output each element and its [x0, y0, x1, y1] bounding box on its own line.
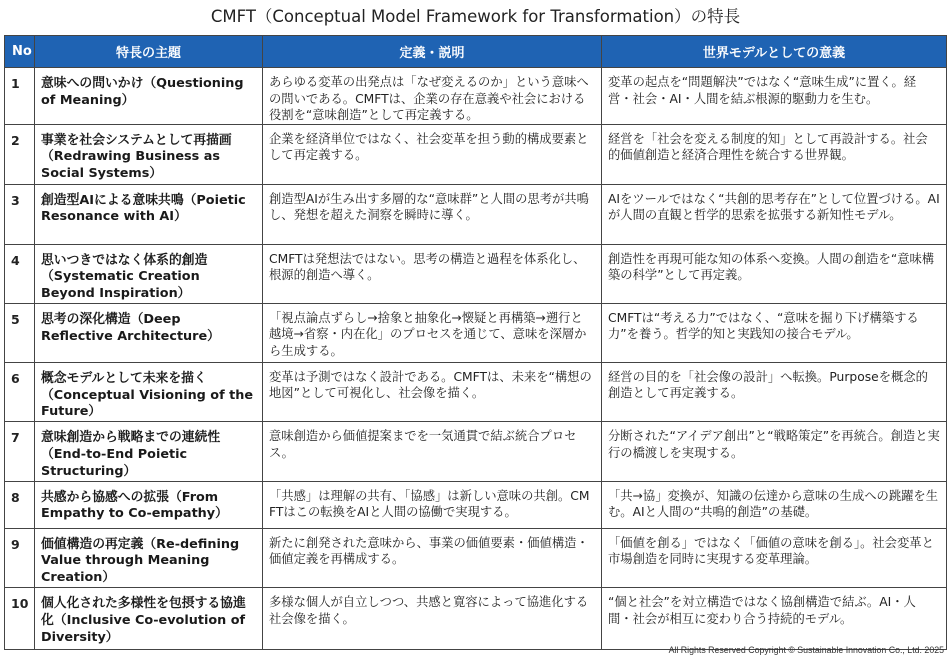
table-row [5, 528, 947, 587]
feature-definition: あらゆる変革の出発点は「なぜ変えるのか」という意味への問いである。CMFTは、企業の存在意義や社会における役割を“意味創造”として再定義する。 [263, 68, 602, 125]
row-number: 6 [5, 362, 35, 421]
feature-definition: 企業を経済単位ではなく、社会変革を担う動的構成要素として再定義する。 [263, 124, 602, 184]
header-theme: 特長の主題 [35, 36, 263, 68]
features-table [4, 35, 947, 650]
feature-definition: 「共感」は理解の共有、「協感」は新しい意味の共創。CMFTはこの転換をAIと人間の協働で実現する。 [263, 481, 602, 528]
world-model-significance: 創造性を再現可能な知の体系へ変換。人間の創造を“意味構築の科学”として再定義。 [602, 244, 947, 303]
feature-theme: 意味への問いかけ（Questioning of Meaning） [35, 68, 263, 125]
table-row [5, 244, 947, 303]
table-row [5, 588, 947, 650]
row-number: 9 [5, 528, 35, 587]
table-row [5, 68, 947, 125]
feature-theme: 価値構造の再定義（Re-defining Value through Meaning Creation） [35, 528, 263, 587]
copyright-notice: All Rights Reserved Copyright © Sustainable Innovation Co., Ltd. 2025 [668, 645, 944, 655]
feature-theme: 個人化された多様性を包摂する協進化（Inclusive Co-evolution of Diversity） [35, 588, 263, 650]
world-model-significance: “個と社会”を対立構造ではなく協創構造で結ぶ。AI・人間・社会が相互に変わり合う持続的モデル。 [602, 588, 947, 650]
row-number: 4 [5, 244, 35, 303]
feature-theme: 共感から協感への拡張（From Empathy to Co-empathy） [35, 481, 263, 528]
table-header [5, 36, 947, 68]
feature-definition: CMFTは発想法ではない。思考の構造と過程を体系化し、根源的創造へ導く。 [263, 244, 602, 303]
feature-definition: 意味創造から価値提案までを一気通貫で結ぶ統合プロセス。 [263, 422, 602, 481]
table-row [5, 124, 947, 184]
row-number: 5 [5, 303, 35, 362]
feature-theme: 創造型AIによる意味共鳴（Poietic Resonance with AI） [35, 184, 263, 244]
row-number: 2 [5, 124, 35, 184]
table-row [5, 184, 947, 244]
world-model-significance: 経営の目的を「社会像の設計」へ転換。Purposeを概念的創造として再定義する。 [602, 362, 947, 421]
row-number: 7 [5, 422, 35, 481]
header-definition: 定義・説明 [263, 36, 602, 68]
table-row [5, 481, 947, 528]
table-row [5, 422, 947, 481]
world-model-significance: 分断された“アイデア創出”と“戦略策定”を再統合。創造と実行の橋渡しを実現する。 [602, 422, 947, 481]
table-body [5, 68, 947, 650]
feature-definition: 「視点論点ずらし→捨象と抽象化→懐疑と再構築→遡行と越境→省察・内在化」のプロセスを通じて、意味を深層から生成する。 [263, 303, 602, 362]
feature-definition: 新たに創発された意味から、事業の価値要素・価値構造・価値定義を再構成する。 [263, 528, 602, 587]
world-model-significance: 「価値を創る」ではなく「価値の意味を創る」。社会変革と市場創造を同時に実現する変革理論。 [602, 528, 947, 587]
row-number: 10 [5, 588, 35, 650]
world-model-significance: 「共→協」変換が、知識の伝達から意味の生成への跳躍を生む。AIと人間の“共鳴的創造”の基礎。 [602, 481, 947, 528]
header-row [5, 36, 947, 68]
world-model-significance: AIをツールではなく“共創的思考存在”として位置づける。AIが人間の直観と哲学的思索を拡張する新知性モデル。 [602, 184, 947, 244]
feature-theme: 思いつきではなく体系的創造（Systematic Creation Beyond Inspiration） [35, 244, 263, 303]
feature-definition: 変革は予測ではなく設計である。CMFTは、未来を“構想の地図”として可視化し、社会像を描く。 [263, 362, 602, 421]
world-model-significance: 経営を「社会を変える制度的知」として再設計する。社会的価値創造と経済合理性を統合する世界観。 [602, 124, 947, 184]
world-model-significance: CMFTは“考える力”ではなく、“意味を掘り下げ構築する力”を養う。哲学的知と実践知の接合モデル。 [602, 303, 947, 362]
feature-definition: 多様な個人が自立しつつ、共感と寛容によって協進化する社会像を描く。 [263, 588, 602, 650]
table-row [5, 362, 947, 421]
feature-theme: 事業を社会システムとして再描画（Redrawing Business as Social Systems） [35, 124, 263, 184]
row-number: 1 [5, 68, 35, 125]
header-significance: 世界モデルとしての意義 [602, 36, 947, 68]
page-title: CMFT（Conceptual Model Framework for Transformation）の特長 [210, 7, 741, 26]
feature-theme: 意味創造から戦略までの連続性（End-to-End Poietic Structuring） [35, 422, 263, 481]
header-no: No [5, 36, 35, 68]
world-model-significance: 変革の起点を“問題解決”ではなく“意味生成”に置く。経営・社会・AI・人間を結ぶ根源的駆動力を生む。 [602, 68, 947, 125]
row-number: 3 [5, 184, 35, 244]
feature-theme: 思考の深化構造（Deep Reflective Architecture） [35, 303, 263, 362]
table-row [5, 303, 947, 362]
feature-theme: 概念モデルとして未来を描く（Conceptual Visioning of the Future） [35, 362, 263, 421]
feature-definition: 創造型AIが生み出す多層的な“意味群”と人間の思考が共鳴し、発想を超えた洞察を瞬時に導く。 [263, 184, 602, 244]
row-number: 8 [5, 481, 35, 528]
